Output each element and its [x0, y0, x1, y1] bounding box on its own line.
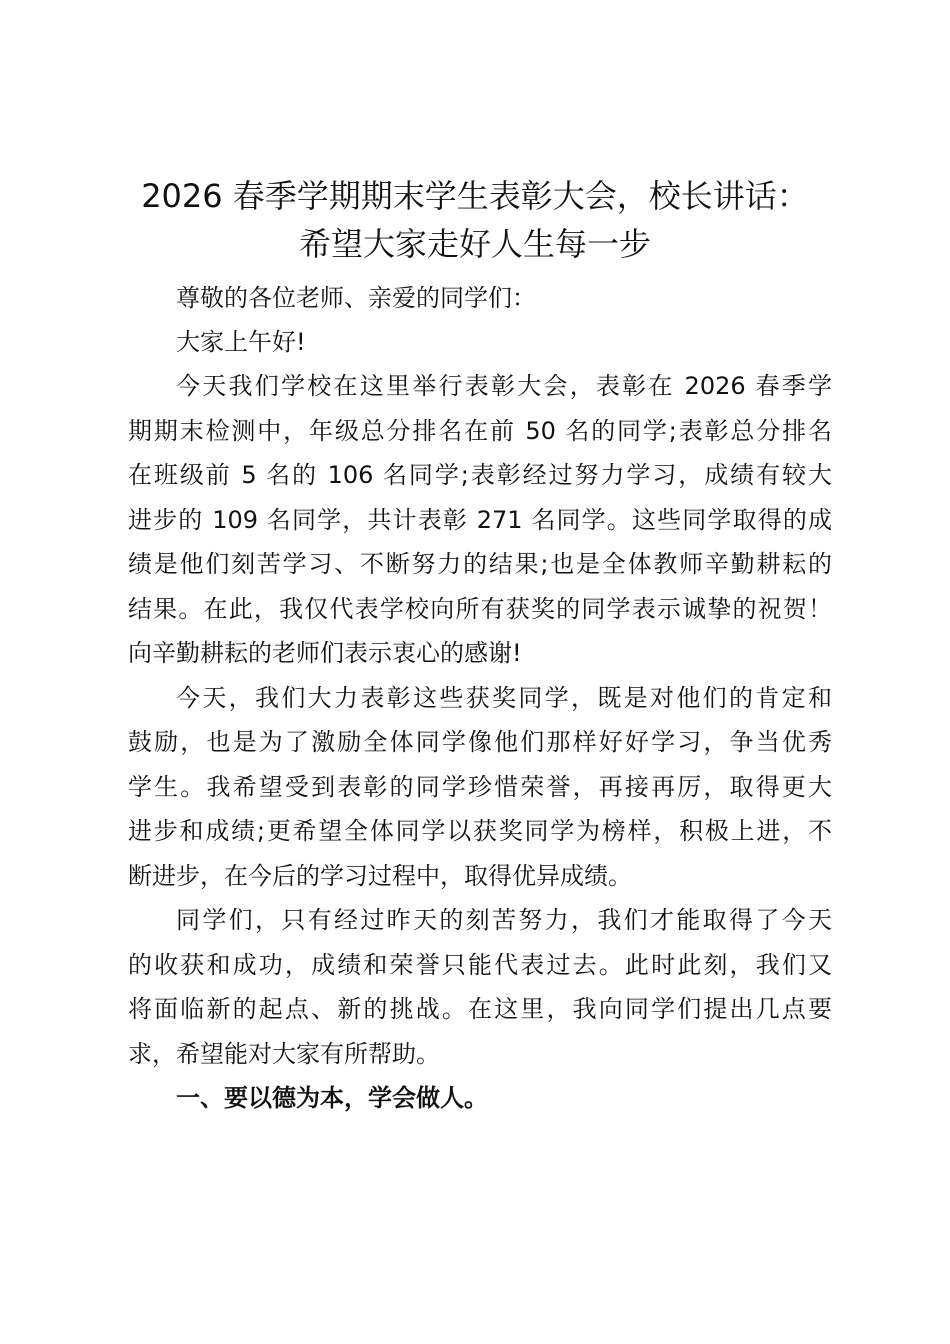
paragraph-2-line-4: 进步和成绩;更希望全体同学以获奖同学为榜样，积极上进，不 — [128, 817, 832, 845]
paragraph-1-line-2: 期期末检测中，年级总分排名在前 50 名的同学;表彰总分排名 — [128, 417, 832, 445]
paragraph-1-line-1: 今天我们学校在这里举行表彰大会，表彰在 2026 春季学 — [176, 372, 832, 400]
paragraph-3-line-4: 求，希望能对大家有所帮助。 — [128, 1040, 440, 1068]
paragraph-2-line-3: 学生。我希望受到表彰的同学珍惜荣誉，再接再厉，取得更大 — [128, 773, 832, 801]
paragraph-1-line-3: 在班级前 5 名的 106 名同学;表彰经过努力学习，成绩有较大 — [128, 461, 832, 489]
paragraph-1-line-6: 结果。在此，我仅代表学校向所有获奖的同学表示诚挚的祝贺！ — [128, 595, 832, 623]
document-title-line-1: 2026 春季学期期末学生表彰大会，校长讲话： — [141, 177, 809, 215]
paragraph-3-line-3: 将面临新的起点、新的挑战。在这里，我向同学们提出几点要 — [128, 995, 832, 1023]
paragraph-2-line-5: 断进步，在今后的学习过程中，取得优异成绩。 — [128, 862, 632, 890]
paragraph-3-line-2: 的收获和成功，成绩和荣誉只能代表过去。此时此刻，我们又 — [128, 951, 832, 979]
paragraph-1-line-7: 向辛勤耕耘的老师们表示衷心的感谢! — [128, 639, 522, 667]
salutation: 尊敬的各位老师、亲爱的同学们： — [176, 284, 536, 312]
section-heading-1: 一、要以德为本，学会做人。 — [176, 1084, 488, 1112]
paragraph-3-line-1: 同学们，只有经过昨天的刻苦努力，我们才能取得了今天 — [176, 906, 832, 934]
paragraph-1-line-5: 绩是他们刻苦学习、不断努力的结果;也是全体教师辛勤耕耘的 — [128, 550, 832, 578]
greeting: 大家上午好! — [176, 328, 306, 356]
paragraph-1-line-4: 进步的 109 名同学，共计表彰 271 名同学。这些同学取得的成 — [128, 506, 832, 534]
paragraph-2-line-2: 鼓励，也是为了激励全体同学像他们那样好好学习，争当优秀 — [128, 728, 832, 756]
paragraph-2-line-1: 今天，我们大力表彰这些获奖同学，既是对他们的肯定和 — [176, 684, 832, 712]
document-title-line-2: 希望大家走好人生每一步 — [298, 225, 651, 263]
